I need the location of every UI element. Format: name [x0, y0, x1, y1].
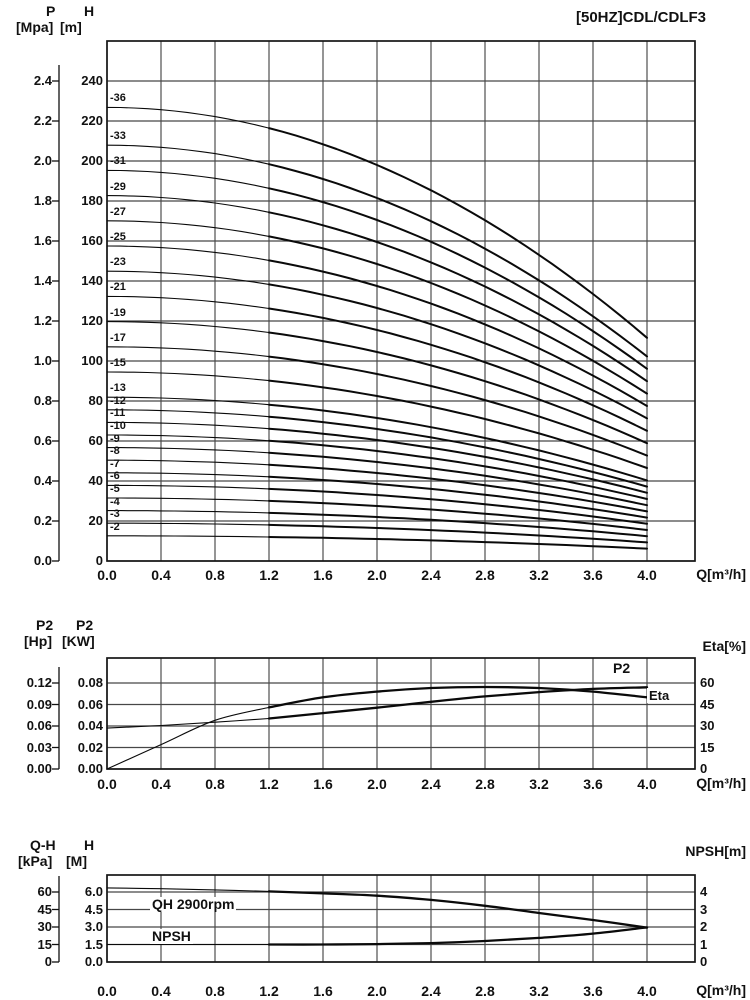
x-axis-tick: 0.8	[205, 776, 225, 792]
axis-p2kw-name: P2	[76, 617, 94, 633]
stage-curve-label: -10	[110, 420, 126, 432]
x-axis-tick: 1.6	[313, 983, 333, 999]
stage-curve-label: -2	[110, 520, 120, 533]
head-curve-thin--12	[107, 410, 269, 417]
x-axis-tick: 1.2	[259, 776, 279, 792]
head-curve-thin--15	[107, 372, 269, 381]
stage-curve-label: -27	[110, 205, 126, 218]
qh-curve-thin	[107, 888, 269, 892]
left-scale-tick: 60	[37, 884, 52, 899]
flow-unit-label-bot: Q[m³/h]	[696, 982, 746, 998]
right-scale-tick: 45	[700, 696, 715, 712]
stage-curve-label: -13	[110, 382, 126, 395]
head-curve-thin--31	[107, 170, 269, 188]
axis-eta-label: Eta[%]	[702, 638, 746, 654]
chart-title: [50HZ]CDL/CDLF3	[576, 9, 706, 26]
x-axis-tick: 4.0	[637, 567, 657, 583]
x-axis-tick: 0.4	[151, 776, 171, 792]
head-curve--11	[269, 429, 647, 493]
inner-scale-tick: 240	[81, 73, 103, 88]
x-axis-tick: 2.0	[367, 776, 387, 792]
right-scale-tick: 1	[700, 936, 708, 952]
right-scale-tick: 3	[700, 901, 708, 917]
left-scale-tick: 1.8	[33, 193, 52, 208]
head-curve-thin--5	[107, 498, 269, 501]
x-axis-tick: 3.2	[529, 983, 549, 999]
stage-curve-label: -11	[110, 407, 126, 420]
left-scale-tick: 0.00	[26, 761, 52, 776]
x-axis-tick: 3.6	[583, 776, 603, 792]
left-scale-tick: 0.4	[33, 473, 52, 488]
left-scale-tick: 0.2	[33, 513, 52, 528]
x-axis-tick: 2.8	[475, 776, 495, 792]
npsh-curve	[269, 927, 647, 944]
x-axis-tick: 2.8	[475, 567, 495, 583]
x-axis-tick: 0.8	[205, 567, 225, 583]
plot-border	[107, 658, 695, 769]
x-axis-tick: 4.0	[637, 983, 657, 999]
x-axis-tick: 0.0	[97, 567, 117, 583]
axis-npsh-label: NPSH[m]	[685, 843, 746, 859]
x-axis-tick: 3.2	[529, 567, 549, 583]
left-scale-tick: 1.4	[33, 273, 52, 288]
x-axis-tick: 3.6	[583, 983, 603, 999]
head-curve-thin--11	[107, 422, 269, 428]
plot-border	[107, 875, 695, 962]
stage-curve-label: -29	[110, 180, 126, 193]
stage-curve-label: -4	[110, 495, 120, 508]
head-curve-thin--29	[107, 196, 269, 213]
stage-curve-label: -25	[110, 231, 126, 243]
inner-scale-tick: 200	[81, 153, 103, 168]
p2-curve-label: P2	[613, 660, 631, 676]
inner-scale-tick: 40	[88, 473, 103, 488]
stage-curve-label: -15	[110, 357, 126, 369]
inner-scale-tick: 60	[88, 433, 103, 448]
left-scale-tick: 0.6	[33, 433, 52, 448]
inner-scale-tick: 20	[88, 513, 103, 528]
axis-hm-name: H	[84, 837, 95, 853]
head-curve--23	[269, 284, 647, 418]
eta-curve-label: Eta	[649, 688, 670, 703]
x-axis-tick: 2.4	[421, 567, 441, 583]
inner-scale-tick: 160	[81, 233, 103, 248]
x-axis-tick: 1.2	[259, 567, 279, 583]
left-scale-tick: 1.6	[33, 233, 52, 248]
stage-curve-label: -19	[110, 306, 126, 319]
inner-scale-tick: 0.00	[77, 761, 103, 776]
inner-scale-tick: 120	[81, 313, 103, 328]
inner-scale-tick: 0.06	[77, 696, 103, 712]
head-curve-thin--19	[107, 322, 269, 333]
head-curve-thin--25	[107, 246, 269, 260]
axis-qh-name: Q-H	[30, 837, 56, 853]
left-scale-tick: 15	[37, 936, 52, 952]
inner-scale-tick: 0	[95, 553, 103, 568]
left-scale-tick: 0.12	[26, 675, 52, 690]
left-scale-tick: 2.2	[33, 113, 52, 128]
axis-p2hp-unit: [Hp]	[24, 633, 52, 649]
x-axis-tick: 2.4	[421, 776, 441, 792]
x-axis-tick: 0.0	[97, 776, 117, 792]
head-curve--33	[269, 164, 647, 356]
x-axis-tick: 2.0	[367, 983, 387, 999]
npsh-curve-label: NPSH	[152, 928, 191, 944]
left-scale-tick: 0.8	[33, 393, 52, 408]
axis-p-unit: [Mpa]	[16, 19, 54, 35]
flow-unit-label-top: Q[m³/h]	[696, 566, 746, 582]
axis-qh-unit: [kPa]	[18, 853, 53, 869]
head-curve-thin--3	[107, 523, 269, 525]
inner-scale-tick: 6.0	[84, 884, 103, 899]
head-curve-thin--2	[107, 536, 269, 537]
left-scale-tick: 1.0	[33, 353, 52, 368]
stage-curve-label: -21	[110, 281, 126, 294]
right-scale-tick: 15	[700, 739, 715, 755]
head-curve--29	[269, 212, 647, 381]
inner-scale-tick: 0.04	[77, 718, 103, 733]
stage-curve-label: -31	[110, 155, 126, 168]
eta-curve-thin	[107, 707, 269, 769]
stage-curve-label: -36	[110, 92, 126, 105]
axis-p2kw-unit: [KW]	[62, 633, 95, 649]
right-scale-tick: 30	[700, 718, 715, 733]
stage-curve-label: -9	[110, 432, 120, 445]
left-scale-tick: 45	[37, 901, 52, 917]
stage-curve-label: -7	[110, 457, 120, 470]
head-curve-thin--23	[107, 271, 269, 284]
head-curve-thin--6	[107, 485, 269, 489]
x-axis-tick: 1.6	[313, 567, 333, 583]
left-scale-tick: 0.09	[26, 696, 52, 712]
stage-curve-label: -17	[110, 331, 126, 344]
right-scale-tick: 2	[700, 919, 708, 934]
head-curve-thin--8	[107, 460, 269, 465]
left-scale-tick: 0.0	[33, 553, 52, 568]
head-curve-thin--21	[107, 296, 269, 308]
left-scale-tick: 0.03	[26, 739, 52, 755]
axis-hm-unit: [M]	[66, 853, 87, 869]
inner-scale-tick: 100	[81, 353, 103, 368]
head-curve-thin--17	[107, 347, 269, 357]
left-scale-tick: 30	[37, 919, 52, 934]
p2-curve-thin	[107, 719, 269, 729]
left-scale-tick: 1.2	[33, 313, 52, 328]
x-axis-tick: 0.4	[151, 567, 171, 583]
head-curve-thin--10	[107, 435, 269, 441]
inner-scale-tick: 0.0	[84, 954, 103, 969]
stage-curve-label: -6	[110, 470, 120, 483]
inner-scale-tick: 180	[81, 193, 103, 208]
x-axis-tick: 0.4	[151, 983, 171, 999]
left-scale-tick: 0	[44, 954, 52, 969]
x-axis-tick: 2.8	[475, 983, 495, 999]
right-scale-tick: 4	[700, 884, 708, 899]
inner-scale-tick: 140	[81, 273, 103, 288]
inner-scale-tick: 0.08	[77, 675, 103, 690]
right-scale-tick: 0	[700, 954, 708, 969]
stage-curve-label: -5	[110, 483, 120, 495]
left-scale-tick: 0.06	[26, 718, 52, 733]
x-axis-tick: 2.4	[421, 983, 441, 999]
flow-unit-label-mid: Q[m³/h]	[696, 775, 746, 791]
stage-curve-label: -33	[110, 130, 126, 143]
axis-p-name: P	[46, 3, 56, 19]
axis-h-unit: [m]	[60, 19, 82, 35]
head-curve-thin--4	[107, 511, 269, 513]
inner-scale-tick: 0.02	[77, 739, 103, 755]
axis-h-name: H	[84, 3, 95, 19]
qh-curve-label: QH 2900rpm	[152, 896, 235, 912]
axis-p2hp-name: P2	[36, 617, 54, 633]
stage-curve-label: -23	[110, 256, 126, 269]
head-curve-thin--27	[107, 221, 269, 237]
head-curve--3	[269, 525, 647, 543]
inner-scale-tick: 3.0	[84, 919, 103, 934]
x-axis-tick: 3.6	[583, 567, 603, 583]
inner-scale-tick: 220	[81, 113, 103, 128]
stage-curve-label: -8	[110, 445, 120, 458]
head-curve-thin--7	[107, 473, 269, 477]
x-axis-tick: 1.2	[259, 983, 279, 999]
inner-scale-tick: 4.5	[84, 901, 103, 917]
x-axis-tick: 4.0	[637, 776, 657, 792]
right-scale-tick: 60	[700, 675, 715, 690]
stage-curve-label: -12	[110, 394, 126, 407]
inner-scale-tick: 80	[88, 393, 103, 408]
head-curve--36	[269, 128, 647, 338]
left-scale-tick: 2.0	[33, 153, 52, 168]
inner-scale-tick: 1.5	[84, 936, 103, 952]
x-axis-tick: 0.8	[205, 983, 225, 999]
head-curve-thin--36	[107, 107, 269, 128]
right-scale-tick: 0	[700, 761, 708, 776]
stage-curve-label: -3	[110, 508, 120, 521]
x-axis-tick: 2.0	[367, 567, 387, 583]
head-curve-thin--9	[107, 448, 269, 453]
x-axis-tick: 1.6	[313, 776, 333, 792]
x-axis-tick: 0.0	[97, 983, 117, 999]
left-scale-tick: 2.4	[33, 73, 52, 88]
x-axis-tick: 3.2	[529, 776, 549, 792]
